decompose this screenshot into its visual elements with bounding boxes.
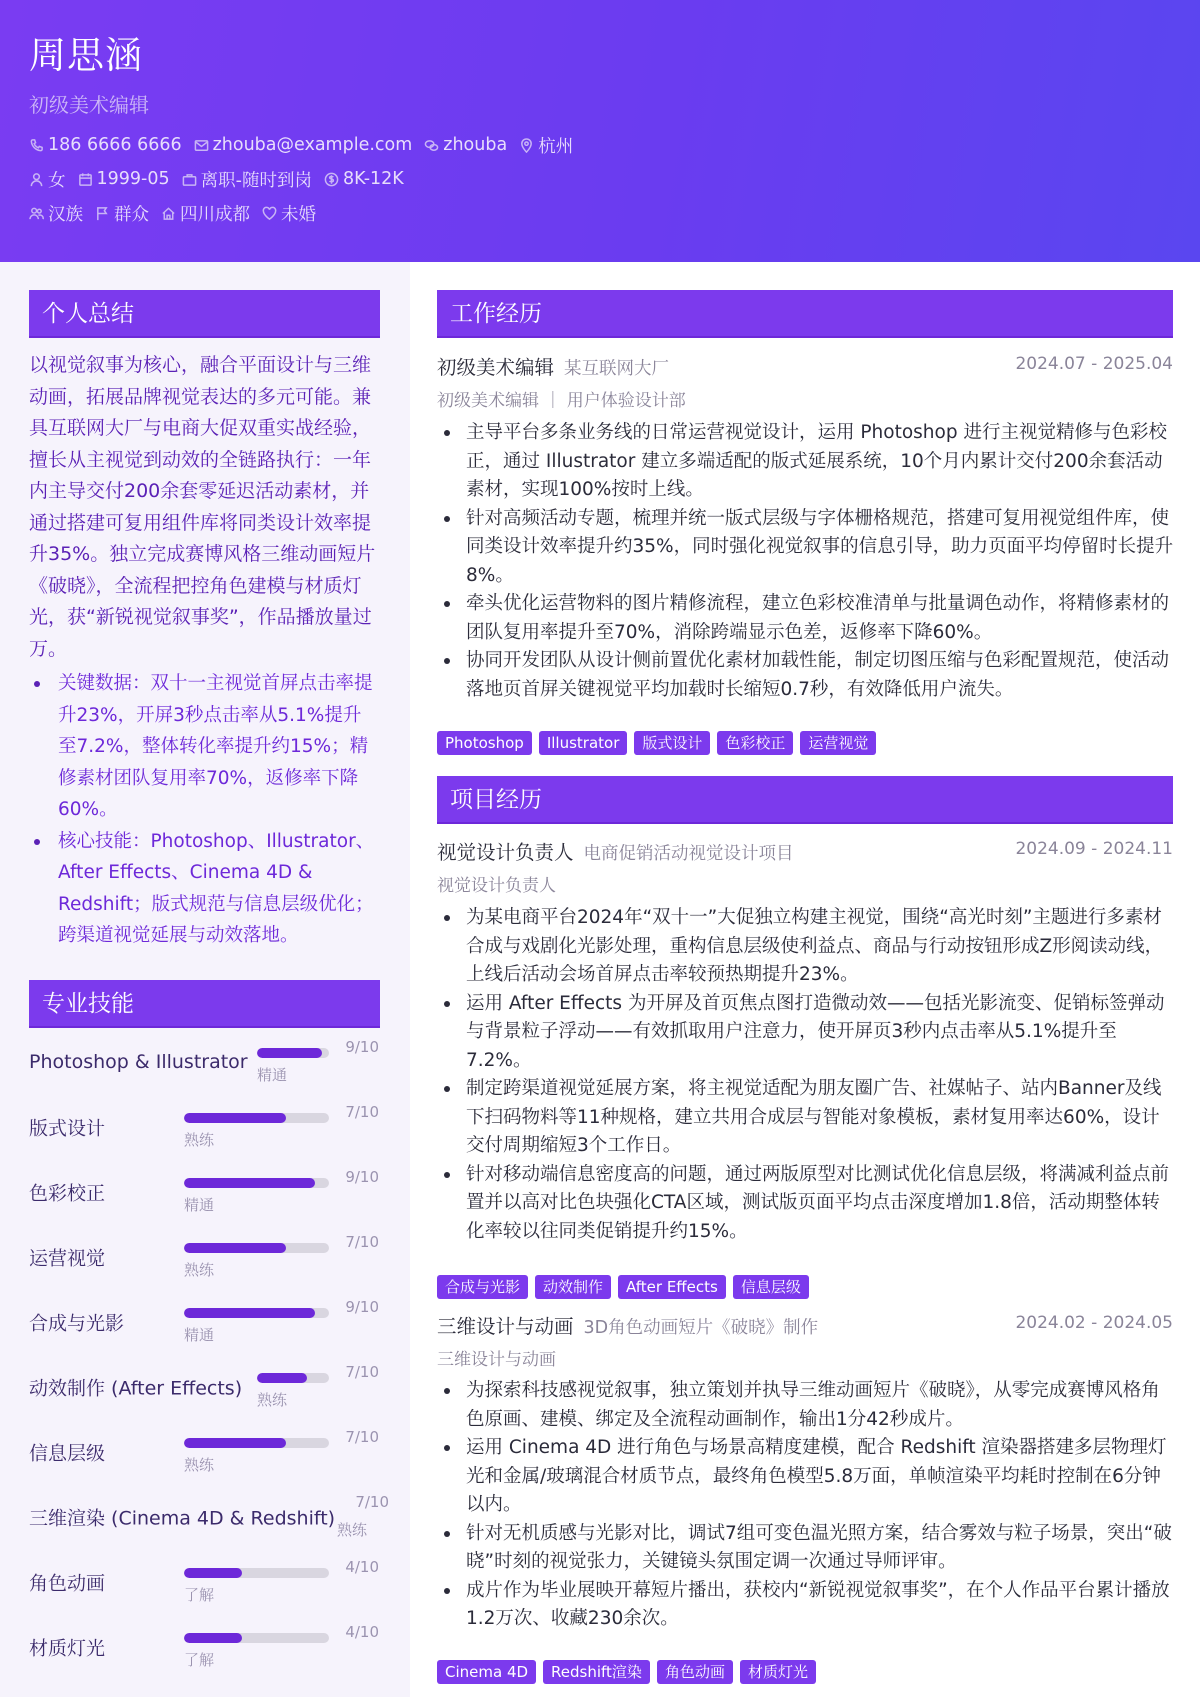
skill-row [29, 1424, 379, 1480]
skill-name: 动效制作 (After Effects) [29, 1377, 243, 1400]
project-bullet: 针对无机质感与光影对比，调试7组可变色温光照方案，结合雾效与粒子场景，突出“破晓”时刻的视觉张力，关键镜头氛围定调一次通过导师评审。 [437, 1520, 1177, 1577]
skill-name: 版式设计 [29, 1117, 106, 1140]
skills-section-title: 专业技能 [29, 980, 380, 1028]
project-bullet: 运用 Cinema 4D 进行角色与场景高精度建模，配合 Redshift 渲染器搭建多层物理灯光和金属/玻璃混合材质节点，最终角色模型5.8万面，单帧渲染平均耗时控制在6分钟以内。 [437, 1434, 1177, 1520]
project-bullet: 运用 After Effects 为开屏及首页焦点图打造微动效——包括光影流变、促销标签弹动与背景粒子浮动——有效抓取用户注意力，使开屏页3秒内点击率从5.1%提升至7.2%。 [437, 990, 1177, 1076]
skill-progress-bar [184, 1438, 329, 1448]
skill-name: 合成与光影 [29, 1312, 125, 1335]
skill-progress-fill [257, 1373, 307, 1383]
skill-row [29, 1554, 379, 1610]
ethnicity-text: 汉族 [48, 204, 83, 225]
wechat-text: zhouba [443, 135, 508, 155]
project-bullet: 制定跨渠道视觉延展方案，将主视觉适配为朋友圈广告、社媒帖子、站内Banner及线下扫码物料等11种规格，建立共用合成层与智能对象模板，素材复用率达60%，设计交付周期缩短3个工作日。 [437, 1075, 1177, 1161]
birth-text: 1999-05 [96, 169, 170, 189]
skill-row [29, 1099, 379, 1155]
skill-tag: Cinema 4D [437, 1660, 536, 1684]
skill-progress-bar [184, 1243, 329, 1253]
skill-score: 7/10 [345, 1233, 379, 1251]
hometown-text: 四川成都 [180, 204, 250, 225]
political-item [95, 201, 149, 226]
gender-text: 女 [48, 170, 66, 191]
skill-level: 熟练 [336, 1521, 367, 1539]
right-column [410, 262, 1200, 1697]
skill-row [29, 1619, 379, 1675]
skill-score: 7/10 [345, 1103, 379, 1121]
project-entry-header [437, 1311, 1173, 1339]
email-text: zhouba@example.com [212, 135, 413, 155]
candidate-name: 周思涵 [29, 34, 143, 77]
work-bullets [437, 419, 1177, 704]
location-icon [519, 138, 534, 153]
skill-tag: 色彩校正 [717, 731, 793, 755]
skill-name: 运营视觉 [29, 1247, 106, 1270]
ethnicity-item [29, 201, 83, 226]
skill-tag: Illustrator [539, 731, 628, 755]
skill-progress-fill [184, 1113, 286, 1123]
skill-row [29, 1359, 379, 1415]
email-item[interactable] [194, 135, 413, 155]
status-item [182, 167, 312, 192]
work-bullet: 牵头优化运营物料的图片精修流程，建立色彩校准清单与批量调色动作，将精修素材的团队复用率提升至70%，消除跨端显示色差，返修率下降60%。 [437, 590, 1177, 647]
skill-row [29, 1034, 379, 1090]
skill-progress-fill [184, 1633, 242, 1643]
gender-item [29, 167, 66, 192]
skill-score: 9/10 [345, 1298, 379, 1316]
left-column [0, 262, 410, 1697]
user-icon [29, 172, 44, 187]
skill-level: 精通 [184, 1196, 215, 1214]
work-tags [437, 731, 883, 755]
skill-score: 9/10 [345, 1038, 379, 1056]
project-bullet: 针对移动端信息密度高的问题，通过两版原型对比测试优化信息层级，将满减利益点前置并以高对比色块强化CTA区域，测试版页面平均点击深度增加1.8倍，活动期整体转化率较以往同类促销提升约15%。 [437, 1161, 1177, 1247]
skill-progress-fill [184, 1438, 286, 1448]
skill-name: 三维渲染 (Cinema 4D & Redshift) [29, 1507, 336, 1530]
work-entry-header [437, 352, 1173, 380]
location-item [519, 133, 573, 158]
skill-progress-bar [257, 1048, 329, 1058]
project-role: 视觉设计负责人 [437, 841, 574, 864]
skill-tag: Photoshop [437, 731, 532, 755]
skill-level: 精通 [257, 1066, 288, 1084]
skill-tag: After Effects [618, 1275, 726, 1299]
work-role: 初级美术编辑 [437, 356, 555, 379]
calendar-icon [78, 172, 93, 187]
project-name: 3D角色动画短片《破晓》制作 [583, 1318, 819, 1338]
phone-icon [29, 138, 44, 153]
skill-level: 熟练 [184, 1261, 215, 1279]
skill-score: 4/10 [345, 1623, 379, 1641]
work-section-title: 工作经历 [437, 290, 1173, 338]
hometown-item [161, 201, 250, 226]
project-date: 2024.02 - 2024.05 [1015, 1313, 1173, 1333]
flag-icon [95, 206, 110, 221]
candidate-role: 初级美术编辑 [29, 93, 149, 117]
skill-row [29, 1294, 379, 1350]
phone-item[interactable] [29, 135, 182, 155]
skill-tag: 信息层级 [733, 1275, 809, 1299]
money-icon [324, 172, 339, 187]
salary-text: 8K-12K [342, 169, 404, 189]
wechat-item[interactable] [424, 135, 507, 155]
skill-tag: 角色动画 [657, 1660, 733, 1684]
status-text: 离职-随时到岗 [200, 170, 312, 191]
project-name: 电商促销活动视觉设计项目 [583, 844, 794, 864]
skill-level: 了解 [184, 1651, 215, 1669]
skill-name: Photoshop & Illustrator [29, 1051, 248, 1073]
skill-score: 9/10 [345, 1168, 379, 1186]
skill-tag: 材质灯光 [740, 1660, 816, 1684]
project-subtitle: 视觉设计负责人 [437, 876, 556, 896]
skill-progress-fill [184, 1243, 286, 1253]
skill-progress-bar [184, 1113, 329, 1123]
heart-icon [262, 206, 277, 221]
skill-name: 角色动画 [29, 1572, 106, 1595]
project-bullet: 成片作为毕业展映开幕短片播出，获校内“新锐视觉叙事奖”，在个人作品平台累计播放1.2万次、收藏230余次。 [437, 1577, 1177, 1634]
summary-section-title: 个人总结 [29, 290, 380, 338]
project-tags [437, 1275, 816, 1299]
mail-icon [194, 138, 209, 153]
project-bullets [437, 904, 1177, 1246]
skill-progress-bar [257, 1373, 329, 1383]
skill-score: 7/10 [345, 1363, 379, 1381]
wechat-icon [424, 138, 439, 153]
skill-tag: 运营视觉 [800, 731, 876, 755]
skill-progress-bar [184, 1568, 329, 1578]
skill-progress-bar [184, 1633, 329, 1643]
skill-level: 了解 [184, 1586, 215, 1604]
work-date: 2024.07 - 2025.04 [1015, 354, 1173, 374]
skill-name: 信息层级 [29, 1442, 106, 1465]
projects-section-title: 项目经历 [437, 776, 1173, 824]
birth-item [78, 169, 170, 189]
political-text: 群众 [114, 204, 149, 225]
summary-text: 以视觉叙事为核心，融合平面设计与三维动画，拓展品牌视觉表达的多元可能。兼具互联网大厂与电商大促双重实战经验，擅长从主视觉到动效的全链路执行：一年内主导交付200余套零延迟活动素材，并通过搭建可复用组件库将同类设计效率提升35%。独立完成赛博风格三维动画短片《破晓》，全流程把控角色建模与材质灯光，获“新锐视觉叙事奖”，作品播放量过万。 [29, 354, 376, 660]
group-icon [29, 206, 44, 221]
project-role: 三维设计与动画 [437, 1315, 574, 1338]
skill-tag: Redshift渲染 [543, 1660, 650, 1684]
work-bullet: 协同开发团队从设计侧前置优化素材加载性能，制定切图压缩与色彩配置规范，使活动落地页首屏关键视觉平均加载时长缩短0.7秒，有效降低用户流失。 [437, 647, 1177, 704]
skill-tag: 动效制作 [535, 1275, 611, 1299]
basic-info-line [29, 168, 1200, 190]
summary-point: 核心技能：Photoshop、Illustrator、After Effects、Cinema 4D & Redshift；版式规范与信息层级优化；跨渠道视觉延展与动效落地。 [29, 826, 379, 952]
work-subtitle: 初级美术编辑 ｜ 用户体验设计部 [437, 391, 686, 411]
salary-item [324, 169, 404, 189]
skill-progress-bar [184, 1308, 329, 1318]
project-date: 2024.09 - 2024.11 [1015, 839, 1173, 859]
project-bullets [437, 1377, 1177, 1634]
location-text: 杭州 [538, 136, 574, 157]
skill-name: 色彩校正 [29, 1182, 106, 1205]
skill-progress-bar [184, 1178, 329, 1188]
project-bullet: 为某电商平台2024年“双十一”大促独立构建主视觉，围绕“高光时刻”主题进行多素材合成与戏剧化光影处理，重构信息层级使利益点、商品与行动按钮形成Z形阅读动线，上线后活动会场首屏点击率较预热期提升23%。 [437, 904, 1177, 990]
skill-tag: 合成与光影 [437, 1275, 528, 1299]
skill-level: 精通 [184, 1326, 215, 1344]
skill-level: 熟练 [257, 1391, 288, 1409]
skill-name: 材质灯光 [29, 1637, 106, 1660]
marital-text: 未婚 [281, 204, 316, 225]
extra-info-line [29, 202, 1200, 224]
skill-row [29, 1489, 389, 1545]
skill-progress-fill [184, 1178, 315, 1188]
skill-score: 4/10 [345, 1558, 379, 1576]
skill-score: 7/10 [355, 1493, 389, 1511]
briefcase-icon [182, 172, 197, 187]
skill-level: 熟练 [184, 1456, 215, 1474]
work-bullet: 主导平台多条业务线的日常运营视觉设计，运用 Photoshop 进行主视觉精修与色彩校正，通过 Illustrator 建立多端适配的版式延展系统，10个月内累计交付200余套活动素材，实现100%按时上线。 [437, 419, 1177, 505]
work-org: 某互联网大厂 [564, 359, 670, 379]
marital-item [262, 201, 316, 226]
project-entry-header [437, 837, 1173, 865]
summary-points [29, 668, 379, 952]
home-icon [161, 206, 176, 221]
work-bullet: 针对高频活动专题，梳理并统一版式层级与字体栅格规范，搭建可复用视觉组件库，使同类设计效率提升约35%，同时强化视觉叙事的信息引导，助力页面平均停留时长提升8%。 [437, 505, 1177, 591]
contact-line [29, 134, 1200, 156]
skill-score: 7/10 [345, 1428, 379, 1446]
project-subtitle: 三维设计与动画 [437, 1350, 556, 1370]
project-tags [437, 1660, 823, 1684]
skill-progress-fill [184, 1308, 315, 1318]
phone-text: 186 6666 6666 [48, 135, 182, 155]
skill-row [29, 1229, 379, 1285]
skill-progress-fill [257, 1048, 322, 1058]
skill-level: 熟练 [184, 1131, 215, 1149]
skill-row [29, 1164, 379, 1220]
skill-progress-fill [184, 1568, 242, 1578]
project-bullet: 为探索科技感视觉叙事，独立策划并执导三维动画短片《破晓》，从零完成赛博风格角色原画、建模、绑定及全流程动画制作，输出1分42秒成片。 [437, 1377, 1177, 1434]
resume-header [0, 0, 1200, 262]
summary-point: 关键数据：双十一主视觉首屏点击率提升23%，开屏3秒点击率从5.1%提升至7.2%，整体转化率提升约15%；精修素材团队复用率70%，返修率下降60%。 [29, 668, 379, 826]
skill-tag: 版式设计 [634, 731, 710, 755]
